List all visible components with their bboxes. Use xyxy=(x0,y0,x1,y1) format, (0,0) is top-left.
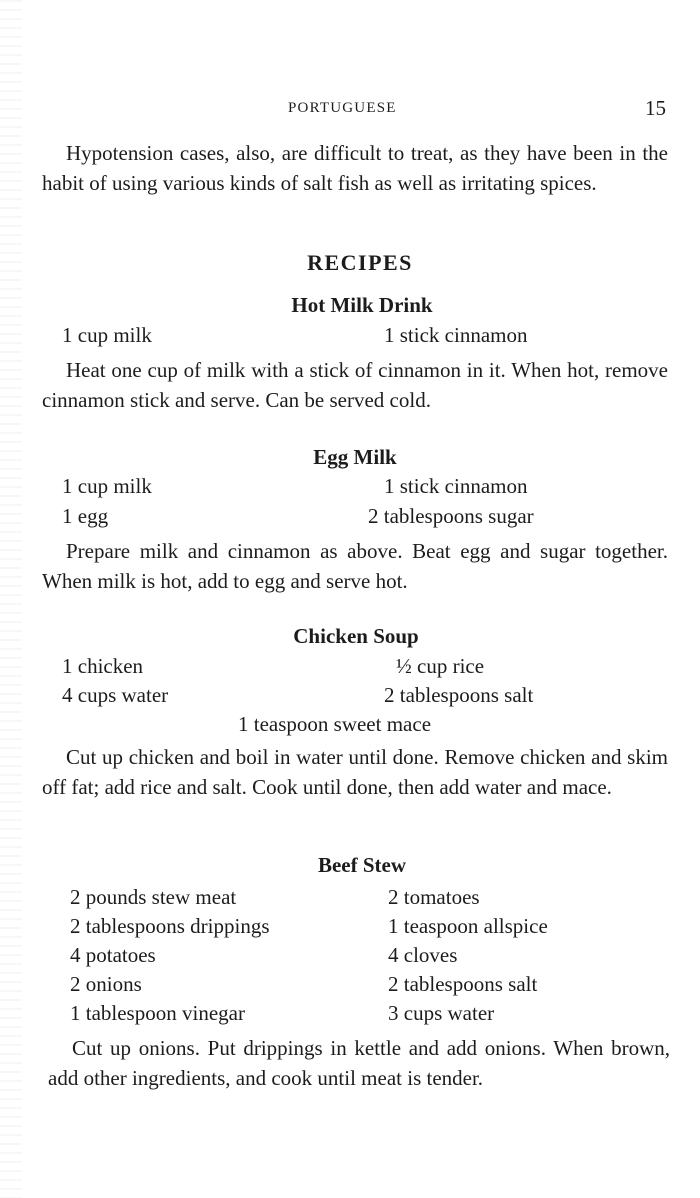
ingredient: 1 tablespoon vinegar xyxy=(70,1001,245,1025)
recipe-instructions: Cut up onions. Put drippings in kettle and add onions. When brown, add other ingredients, and cook until meat is tender. xyxy=(48,1036,670,1090)
ingredient: 2 tablespoons drippings xyxy=(70,914,270,938)
ingredient: 2 tablespoons salt xyxy=(384,683,534,707)
ingredient: 4 cups water xyxy=(62,683,169,707)
ingredient: 2 pounds stew meat xyxy=(70,885,237,909)
ingredient: 1 chicken xyxy=(62,654,144,678)
running-title: PORTUGUESE xyxy=(288,100,397,116)
ingredient: 4 cloves xyxy=(388,943,458,967)
ingredient: 1 stick cinnamon xyxy=(384,323,528,347)
intro-paragraph: Hypotension cases, also, are difficult to treat, as they have been in the habit of using various kinds of salt fish as well as irritating spices. xyxy=(42,141,668,195)
ingredient: 2 tablespoons salt xyxy=(388,972,538,996)
running-head xyxy=(0,98,700,122)
ingredient: 1 cup milk xyxy=(62,474,152,498)
ingredient: 4 potatoes xyxy=(70,943,156,967)
recipe-title: Egg Milk xyxy=(313,445,397,469)
recipe-instructions: Cut up chicken and boil in water until done. Remove chicken and skim off fat; add rice and salt. Cook until done, then add water and mace. xyxy=(42,745,668,799)
recipe-instructions: Heat one cup of milk with a stick of cinnamon in it. When hot, remove cinnamon stick and serve. Can be served cold. xyxy=(42,358,668,412)
ingredient: 2 tablespoons sugar xyxy=(368,504,534,528)
ingredient: 1 teaspoon sweet mace xyxy=(238,712,432,736)
ingredient: 1 cup milk xyxy=(62,323,152,347)
ingredient: 1 stick cinnamon xyxy=(384,474,528,498)
recipe-instructions: Prepare milk and cinnamon as above. Beat egg and sugar together. When milk is hot, add to egg and serve hot. xyxy=(42,539,668,593)
page-number: 15 xyxy=(645,96,666,120)
recipe-title: Chicken Soup xyxy=(293,624,419,648)
page-edge xyxy=(0,0,22,1198)
recipe-title: Beef Stew xyxy=(317,853,407,877)
section-heading: RECIPES xyxy=(307,250,413,275)
ingredient: 1 teaspoon allspice xyxy=(388,914,548,938)
ingredient: 2 onions xyxy=(70,972,142,996)
ingredient: ½ cup rice xyxy=(396,654,485,678)
ingredient: 3 cups water xyxy=(388,1001,495,1025)
recipe-title: Hot Milk Drink xyxy=(291,293,433,317)
ingredient: 1 egg xyxy=(62,504,109,528)
ingredient: 2 tomatoes xyxy=(388,885,480,909)
